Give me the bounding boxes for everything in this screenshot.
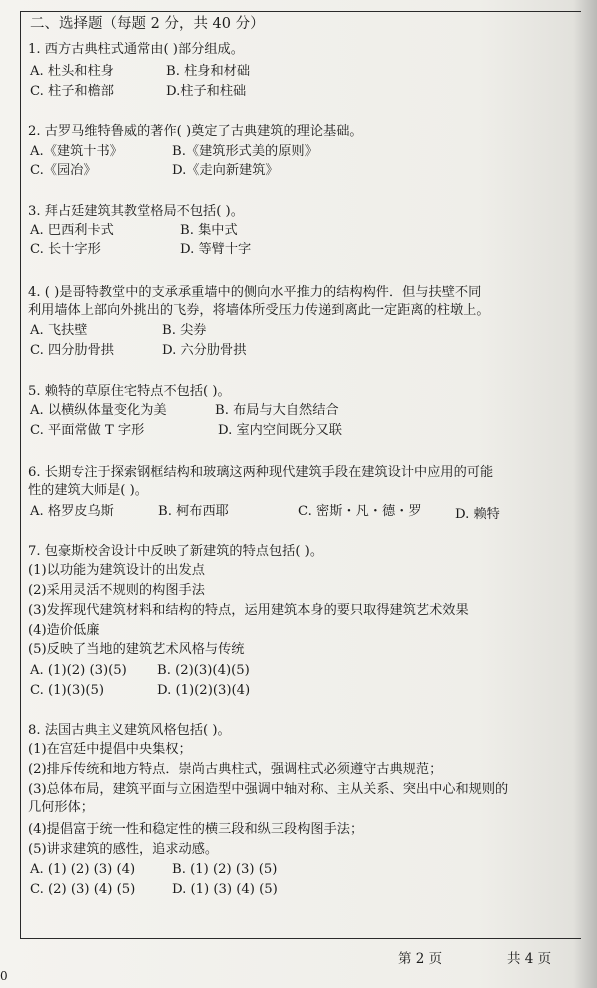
q3-option-b: B. 集中式 xyxy=(180,223,238,238)
q8-item-1: (1)在宫廷中提倡中央集权； xyxy=(28,742,192,757)
q2-option-d: D.《走向新建筑》 xyxy=(172,163,279,178)
q8-item-5: (5)讲求建筑的感性，追求动感。 xyxy=(28,842,219,857)
footer-page-number: 第 2 页 xyxy=(398,951,443,967)
q5-option-c: C. 平面常做 T 字形 xyxy=(30,423,145,438)
q4-option-c: C. 四分肋骨拱 xyxy=(30,343,114,358)
q5-option-a: A. 以横纵体量变化为美 xyxy=(30,403,167,418)
q7-stem: 7. 包豪斯校舍设计中反映了新建筑的特点包括( )。 xyxy=(28,544,324,559)
q6-option-a: A. 格罗皮乌斯 xyxy=(30,504,114,519)
edge-mark: 0 xyxy=(0,969,8,983)
q7-item-3: (3)发挥现代建筑材料和结构的特点，运用建筑本身的要只取得建筑艺术效果 xyxy=(28,603,469,618)
q3-option-a: A. 巴西利卡式 xyxy=(30,223,114,238)
q8-option-c: C. (2) (3) (4) (5) xyxy=(30,882,136,897)
q8-item-2: (2)排斥传统和地方特点．崇尚古典柱式，强调柱式必须遵守古典规范； xyxy=(28,762,443,777)
q1-option-c: C. 柱子和檐部 xyxy=(30,84,114,99)
q8-option-b: B. (1) (2) (3) (5) xyxy=(172,862,278,877)
q4-stem-line-1: 4. ( )是哥特教堂中的支承承重墙中的侧向水平推力的结构构件．但与扶壁不同 xyxy=(28,285,482,300)
q1-option-b: B. 柱身和材础 xyxy=(166,64,251,79)
q8-stem: 8. 法国古典主义建筑风格包括( )。 xyxy=(28,723,231,738)
q4-option-b: B. 尖券 xyxy=(162,323,207,338)
q2-stem: 2. 古罗马维特鲁威的著作( )奠定了古典建筑的理论基础。 xyxy=(28,124,363,139)
q8-item-4: (4)提倡富于统一性和稳定性的横三段和纵三段构图手法； xyxy=(28,822,364,837)
q1-stem: 1. 西方古典柱式通常由( )部分组成。 xyxy=(28,42,244,57)
q1-option-a: A. 杜头和柱身 xyxy=(30,64,114,79)
footer-total-pages: 共 4 页 xyxy=(507,951,552,967)
q7-item-5: (5)反映了当地的建筑艺术风格与传统 xyxy=(28,642,245,657)
q7-item-1: (1)以功能为建筑设计的出发点 xyxy=(28,563,205,578)
q7-item-2: (2)采用灵活不规则的构图手法 xyxy=(28,583,205,598)
q6-option-c: C. 密斯・凡・德・罗 xyxy=(298,504,422,519)
q4-option-a: A. 飞扶壁 xyxy=(30,323,88,338)
q8-option-a: A. (1) (2) (3) (4) xyxy=(30,862,136,877)
q7-option-d: D. (1)(2)(3)(4) xyxy=(157,683,251,698)
q7-option-a: A. (1)(2) (3)(5) xyxy=(30,663,127,678)
q2-option-c: C.《园冶》 xyxy=(30,163,97,178)
q4-option-d: D. 六分肋骨拱 xyxy=(162,343,247,358)
q3-option-c: C. 长十字形 xyxy=(30,242,101,257)
q7-option-c: C. (1)(3)(5) xyxy=(30,683,105,698)
q6-stem-line-2: 性的建筑大师是( )。 xyxy=(28,483,148,498)
q7-option-b: B. (2)(3)(4)(5) xyxy=(157,663,250,678)
q3-option-d: D. 等臂十字 xyxy=(180,242,252,257)
q7-item-4: (4)造价低廉 xyxy=(28,623,100,638)
q3-stem: 3. 拜占廷建筑其教堂格局不包括( )。 xyxy=(28,204,244,219)
q6-stem-line-1: 6. 长期专注于探索钢框结构和玻璃这两种现代建筑手段在建筑设计中应用的可能 xyxy=(28,465,494,480)
q8-item-3: (3)总体布局，建筑平面与立困造型中强调中轴对称、主从关系、突出中心和规则的 xyxy=(28,782,509,797)
q5-option-b: B. 布局与大自然结合 xyxy=(215,403,339,418)
q6-option-b: B. 柯布西耶 xyxy=(158,504,229,519)
q1-option-d: D.柱子和柱础 xyxy=(166,84,247,99)
section-header: 二、选择题（每题 2 分，共 40 分） xyxy=(30,16,265,32)
q2-option-a: A.《建筑十书》 xyxy=(30,144,123,159)
q6-option-d: D. 赖特 xyxy=(455,507,500,522)
q8-item-3-cont: 几何形体； xyxy=(28,800,94,815)
q5-option-d: D. 室内空间既分又联 xyxy=(218,423,342,438)
q8-option-d: D. (1) (3) (4) (5) xyxy=(172,882,278,897)
q2-option-b: B.《建筑形式美的原则》 xyxy=(172,144,318,159)
q5-stem: 5. 赖特的草原住宅特点不包括( )。 xyxy=(28,384,231,399)
q4-stem-line-2: 利用墙体上部向外挑出的飞券，将墙体所受压力传递到离此一定距离的柱墩上。 xyxy=(28,303,490,318)
